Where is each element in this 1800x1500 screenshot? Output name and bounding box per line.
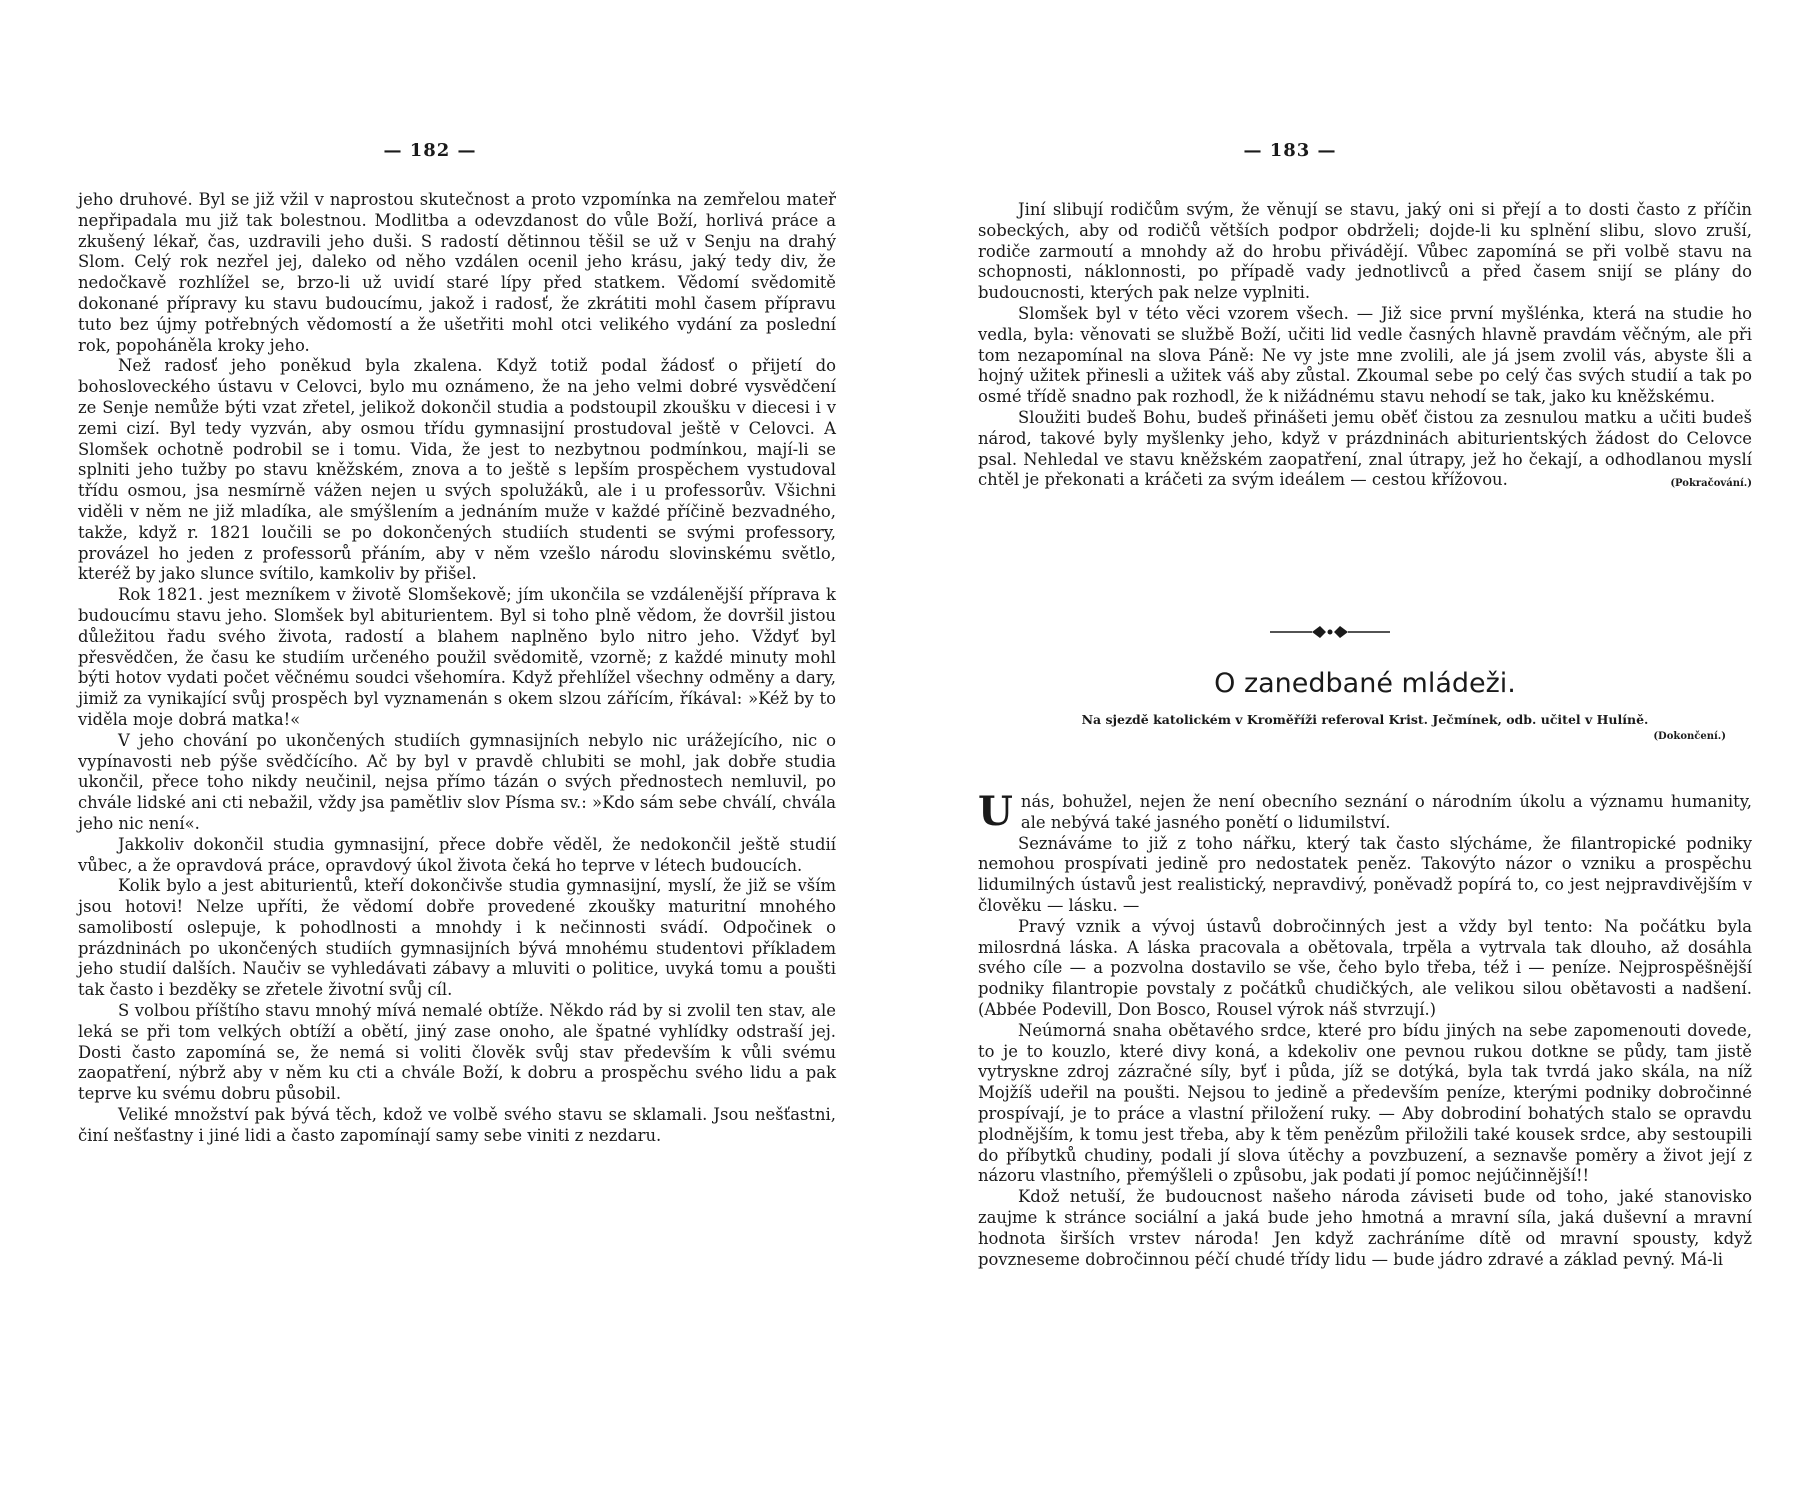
ornament-divider-icon — [1270, 622, 1390, 642]
paragraph: Seznáváme to již z toho nářku, který tak často slýcháme, že filantropické podniky nemohou prospívati jedině pro nedostatek peněz. Takovýto názor o vzniku a prospěchu lidumilných ústavů jest realistický, nepravdivý, poněvadž popírá to, co jest nejpravdivějším v člověku — lásku. — — [978, 833, 1752, 915]
paragraph — [978, 408, 1752, 491]
paragraph: Než radosť jeho poněkud byla zkalena. Když totiž podal žádosť o přijetí do bohosloveckého ústavu v Celovci, bylo mu oznámeno, že na jeho velmi dobré vysvědčení ze Senje nemůže býti vzat zřetel, jelikož dokončil studia a podstoupil zkoušku v diecesi i v zemi cizí. Byl tedy vyzván, aby osmou třídu gymnasijní prostudoval ještě v Celovci. A Slomšek ochotně podrobil se i tomu. Vida, že jest to nezbytnou podmínkou, mají-li se splniti jeho tužby po stavu kněžském, znova a to ještě s lepším prospěchem vystudoval třídu osmou, jsa nesmírně vážen nejen u svých spolužáků, ale i u professorův. Všichni viděli v něm ne již mladíka, ale smýšlením a jednáním muže v každé příčině bezvadného, takže, když r. 1821 loučili se po dokončených studiích studenti se svými professory, provázel ho jeden z professorů přáním, aby v něm vzešlo národu slovinskému světlo, kteréž by jako slunce svítilo, kamkoliv by přišel. — [78, 356, 836, 584]
paragraph: S volbou příštího stavu mnohý mívá nemalé obtíže. Někdo rád by si zvolil ten stav, ale leká se při tom velkých obtíží a obětí, jiný zase onoho, ale špatné vyhlídky odstraší jej. Dosti často zapomíná se, že nemá si voliti člověk svůj stav především k vůli svému zaopatření, nýbrž aby v něm ku cti a chvále Boží, k dobru a prospěchu svého lidu a pak teprve ku svému dobru působil. — [78, 1001, 836, 1104]
paragraph: jeho druhové. Byl se již vžil v naprostou skutečnost a proto vzpomínka na zemřelou mateř nepřipadala mu již tak bolestnou. Modlitba a odevzdanost do vůle Boží, horlivá práce a zkušený lékař, čas, uzdravili jeho duši. S radostí dětinnou těšil se už v Senju na drahý Slom. Celý rok nezřel jej, daleko od něho vzdálen ocenil jeho krásu, jaký tedy div, že nedočkavě rozhlížel se, brzo-li už uvidí staré lípy před statkem. Vědomí svědomitě dokonané přípravy ku stavu budoucímu, jakož i radosť, že zkrátiti mohl časem přípravu tuto bez újmy potřebných vědomostí a že ušetřiti mohl otci velikého vydání za poslední rok, popoháněla kroky jeho. — [78, 190, 836, 355]
paragraph: Kolik bylo a jest abiturientů, kteří dokončivše studia gymnasijní, myslí, že již se vším jsou hotovi! Nelze upříti, že vědomí dobře provedené zkoušky maturitní mnohého samolibostí oslepuje, k pohodlnosti a mnohdy i k nečinnosti svádí. Odpočinek o prázdninách po ukončených studiích gymnasijních bývá mnohému studentovi příkladem jeho studií dalších. Naučiv se vyhledávati zábavy a mluviti o politice, uvyká tomu a poušti tak často i bezděky se zřetele životní svůj cíl. — [78, 876, 836, 1000]
paragraph: Veliké množství pak bývá těch, kdož ve volbě svého stavu se sklamali. Jsou nešťastni, činí nešťastny i jiné lidi a často zapomínají samy sebe viniti z nezdaru. — [78, 1105, 836, 1145]
article-text-column — [978, 788, 1752, 1270]
paragraph-text: Sloužiti budeš Bohu, budeš přinášeti jemu oběť čistou za zesnulou matku a učiti budeš národ, takové byly myšlenky jeho, když v prázdninách abiturientských žádost do Celovce psal. Nehledal ve stavu kněžském zaopatření, znal útrapy, jež ho čekají, a odhodlanou myslí chtěl je překonati a kráčeti za svým ideálem — cestou křížovou. — [978, 407, 1752, 490]
continuation-note: (Pokračování.) — [1670, 478, 1752, 490]
left-page-text-column — [78, 190, 836, 1147]
page-number: — 183 — — [1243, 140, 1337, 161]
article-subtitle — [978, 712, 1752, 742]
paragraph-text: nás, bohužel, nejen že není obecního seznání o národním úkolu a významu humanity, ale nebývá také jasného ponětí o lidumilství. — [1020, 792, 1752, 832]
drop-cap: U — [978, 788, 1013, 835]
right-page-text-column — [978, 200, 1752, 495]
right-page — [900, 0, 1800, 1500]
paragraph: V jeho chování po ukončených studiích gymnasijních nebylo nic urážejícího, nic o vypínavosti neb pýše svědčícího. Ač by byl v pravdě chlubiti se mohl, jak dobře studia ukončil, přece toho nikdy neučinil, nejsa přímo tázán o svých přednostech nemluvil, po chvále lidské ani cti nebažil, vždy jsa pamětliv slov Písma sv.: »Kdo sám sebe chválí, chvála jeho nic není«. — [78, 730, 836, 833]
paragraph: Rok 1821. jest mezníkem v životě Slomšekově; jím ukončila se vzdálenější příprava k budoucímu stavu jeho. Slomšek byl abiturientem. Byl si toho plně vědom, že dovršil jistou důležitou řadu svého života, radostí a blahem naplněno bylo nitro jeho. Vždyť byl přesvědčen, že času ke studiím určeného použil svědomitě, vzorně; z každé minuty mohl býti hotov vydati počet věčnému soudci všehomíra. Když přehlížel všechny odměny a dary, jimiž za vynikající svůj prospěch byl vyznamenán s okem slzou zářícím, říkával: »Kéž by to viděla moje dobrá matka!« — [78, 585, 836, 729]
paragraph: Jiní slibují rodičům svým, že věnují se stavu, jaký oni si přejí a to dosti často z příčin sobeckých, aby od rodičů větších podpor obdrželi; dojde-li ku splnění slibu, slovo zruší, rodiče zarmoutí a mnohdy až do hrobu přivádějí. Vůbec zapomíná se při volbě stavu na schopnosti, náklonnosti, po případě vady jednotlivců a před časem snijí se plány do budoucnosti, kterých pak nelze vyplniti. — [978, 200, 1752, 303]
paragraph: Kdož netuší, že budoucnost našeho národa záviseti bude od toho, jaké stanovisko zaujme k stránce sociální a jaká bude jeho hmotná a mravní síla, jaká duševní a mravní hodnota širších vrstev národa! Jen když zachráníme dítě od mravní spousty, když povzneseme dobročinnou péčí chudé třídy lidu — bude jádro zdravé a základ pevný. Má-li — [978, 1187, 1752, 1269]
page-number: — 182 — — [383, 140, 477, 161]
article-byline: Na sjezdě katolickém v Kroměříži referoval Krist. Ječmínek, odb. učitel v Hulíně. — [1081, 712, 1649, 727]
paragraph: Jakkoliv dokončil studia gymnasijní, přece dobře věděl, že nedokončil ještě studií vůbec, a že opravdová práce, opravdový úkol života čeká ho teprve v létech budoucích. — [78, 834, 836, 875]
article-title: O zanedbané mládeži. — [1214, 668, 1516, 699]
concluded-note: (Dokončení.) — [1653, 731, 1726, 742]
paragraph: Pravý vznik a vývoj ústavů dobročinných jest a vždy byl tento: Na počátku byla milosrdná láska. A láska pracovala a obětovala, trpěla a vytrvala tak dlouho, až dosáhla svého cíle — a pozvolna dostavilo se vše, čeho bylo třeba, též i — peníze. Nejprospěšnější podniky filantropie povstaly z počátků chudičkých, ale velikou silou obětavosti a nadšení. (Abbée Podevill, Don Bosco, Rousel výrok náš stvrzují.) — [978, 916, 1752, 1019]
paragraph — [978, 788, 1752, 835]
paragraph: Slomšek byl v této věci vzorem všech. — Již sice první myšlénka, která na studie ho vedla, byla: věnovati se službě Boží, učiti lid vedle časných hlavně pravdám věčným, ale při tom nezapomínal na slova Páně: Ne vy jste mne zvolili, ale já jsem zvolil vás, abyste šli a hojný užitek přinesli a užitek váš aby zůstal. Zkoumal sebe po celý čas svých studií a tak po osmé třídě snadno pak rozhodl, že k nižádnému stavu nehodí se tak, jako ku kněžskému. — [978, 303, 1752, 407]
paragraph: Neúmorná snaha obětavého srdce, které pro bídu jiných na sebe zapomenouti dovede, to je to kouzlo, které divy koná, a kdekoliv one pevnou rukou dotkne se půdy, tam jistě vytryskne zdroj zázračné síly, byť i půda, jíž se dotýká, byla tak tvrdá jako skála, na níž Mojžíš udeřil na poušti. Nejsou to jedině a především peníze, kterými podniky dobročinné prospívají, je to práce a vlastní přiložení ruky. — Aby dobrodiní bohatých stalo se opravdu plodnějším, k tomu jest třeba, aby k těm penězům přiložili také kousek srdce, aby sestoupili do příbytků chudiny, podali jí slova útěchy a povzbuzení, a seznavše poměry a život její z názoru vlastního, přemýšleli o způsobu, jak podati jí pomoc nejúčinnější!! — [978, 1020, 1752, 1186]
